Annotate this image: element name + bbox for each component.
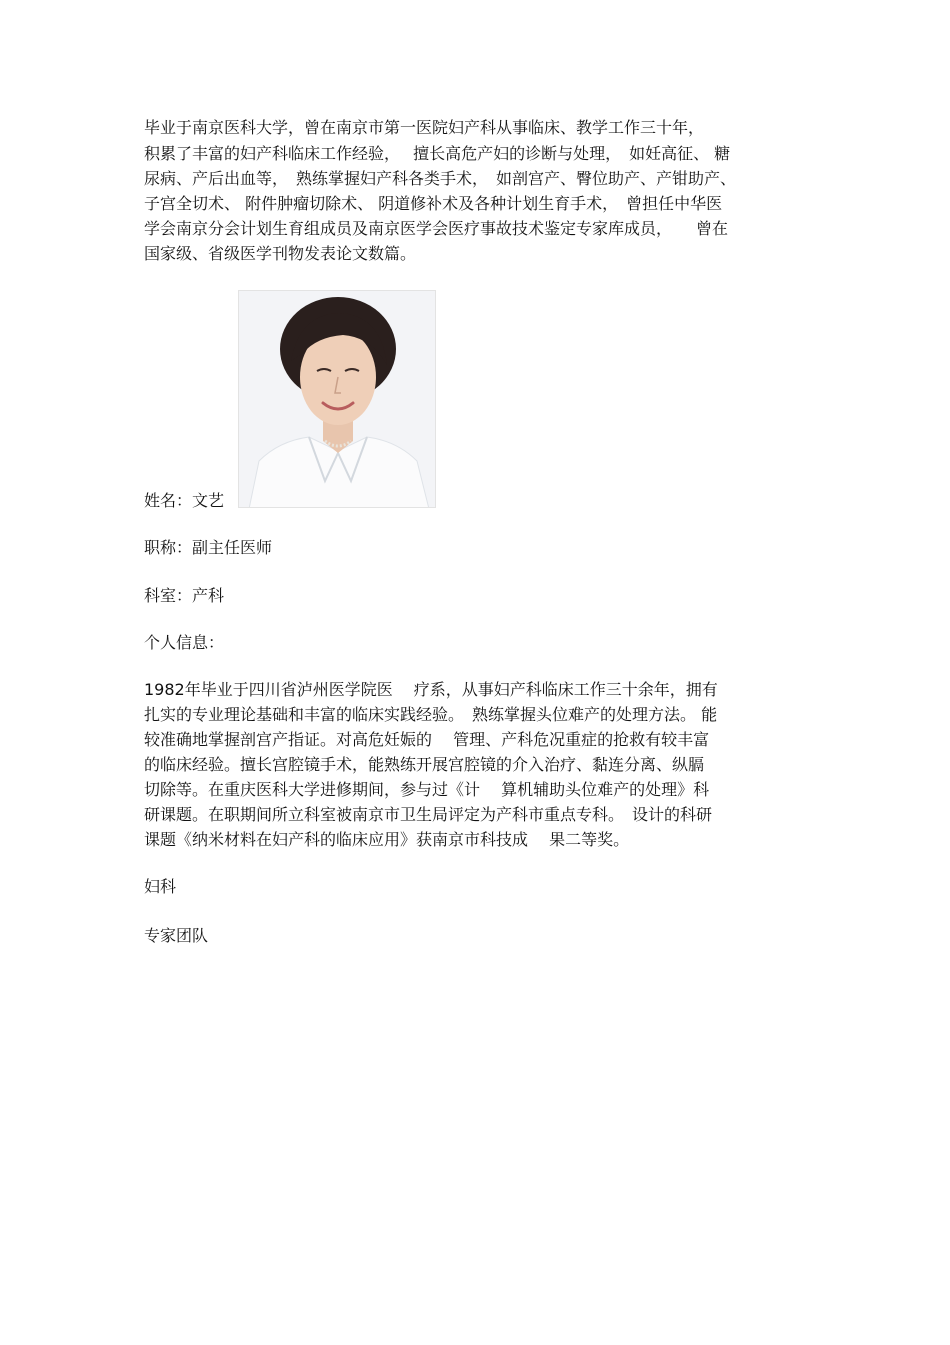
bio-line-7: 课题《纳米材料在妇产科的临床应用》获南京市科技成 果二等奖。 xyxy=(144,830,630,849)
expert-team-link[interactable]: 专家团队 xyxy=(144,926,209,945)
intro-line-4: 子宫全切术、 附件肿瘤切除术、 阴道修补术及各种计划生育手术， 曾担任中华医 xyxy=(144,194,723,213)
intro-line-5: 学会南京分会计划生育组成员及南京医学会医疗事故技术鉴定专家库成员， 曾在 xyxy=(144,219,729,238)
doctor-department: 科室：产科 xyxy=(144,586,225,605)
bio-line-1: 1982年毕业于四川省泸州医学院医 疗系，从事妇产科临床工作三十余年，拥有 xyxy=(144,680,718,699)
doctor-photo xyxy=(238,290,436,508)
bio-line-4: 的临床经验。擅长宫腔镜手术，能熟练开展宫腔镜的介入治疗、黏连分离、纵膈 xyxy=(144,755,705,774)
bio-line-6: 研课题。在职期间所立科室被南京市卫生局评定为产科市重点专科。 设计的科研 xyxy=(144,805,713,824)
bio-line-3: 较准确地掌握剖宫产指证。对高危妊娠的 管理、产科危况重症的抢救有较丰富 xyxy=(144,730,710,749)
intro-line-1: 毕业于南京医科大学，曾在南京市第一医院妇产科从事临床、教学工作三十年， xyxy=(144,118,705,137)
personal-info-heading: 个人信息： xyxy=(144,633,225,652)
bio-line-5: 切除等。在重庆医科大学进修期间，参与过《计 算机辅助头位难产的处理》科 xyxy=(144,780,710,799)
doctor-portrait-image xyxy=(239,291,436,508)
gynecology-link[interactable]: 妇科 xyxy=(144,877,177,896)
intro-line-6: 国家级、省级医学刊物发表论文数篇。 xyxy=(144,244,417,263)
doctor-title: 职称：副主任医师 xyxy=(144,538,273,557)
intro-line-3: 尿病、产后出血等， 熟练掌握妇产科各类手术， 如剖宫产、臀位助产、产钳助产、 xyxy=(144,169,737,188)
intro-line-2: 积累了丰富的妇产科临床工作经验， 擅长高危产妇的诊断与处理， 如妊高征、 糖 xyxy=(144,144,731,163)
bio-line-2: 扎实的专业理论基础和丰富的临床实践经验。 熟练掌握头位难产的处理方法。 能 xyxy=(144,705,718,724)
doctor-name: 姓名：文艺 xyxy=(144,491,225,510)
